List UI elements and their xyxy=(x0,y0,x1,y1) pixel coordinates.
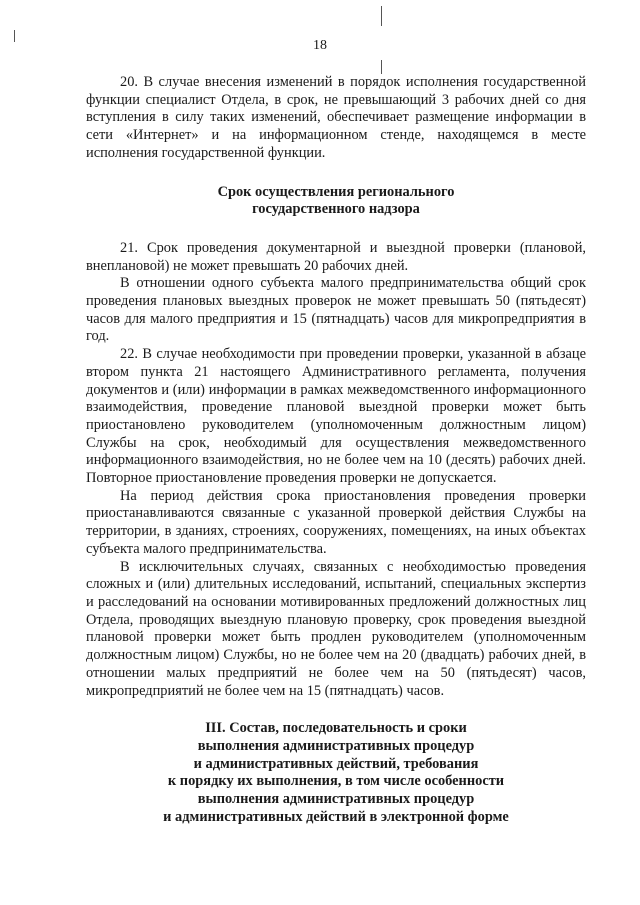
paragraph: На период действия срока приостановления проведения проверки приостанавливаются связанные с указанной проверкой действия Службы на территории, в зданиях, строениях, сооружениях, помещениях, на иных объектах субъекта малого предпринимательства. xyxy=(86,487,586,557)
page-number: 18 xyxy=(313,38,327,53)
heading-line: и административных действий, требования xyxy=(193,755,479,772)
paragraph-22: 22. В случае необходимости при проведении проверки, указанной в абзаце втором пункта 21 настоящего Административного регламента, получения документов и (или) информации в рамках межведомственного информационного взаимодействия, проведение плановой выездной проверки может быть приостановлено руководителем (уполномоченным должностным лицом) Службы на срок, необходимый для осуществления межведомственного информационного взаимодействия, но не более чем на 10 (десять) рабочих дней. Повторное приостановление проведения проверки не допускается. xyxy=(86,346,586,487)
heading-line: Срок осуществления регионального xyxy=(217,183,455,200)
heading-line: государственного надзора xyxy=(252,201,420,218)
heading-line: к порядку их выполнения, в том числе особенности xyxy=(167,773,505,790)
scan-mark xyxy=(381,60,382,74)
paragraph: В исключительных случаях, связанных с необходимостью проведения сложных и (или) длительных исследований, испытаний, специальных экспертиз и расследований на основании мотивированных предложений должностных лиц Отдела, проводящих выездную плановую проверку, срок проведения выездной плановой проверки может быть продлен руководителем (уполномоченным должностным лицом) Службы, но не более чем на 20 (двадцать) рабочих дней, в отношении малых предприятий не более чем на 50 (пятьдесят) часов, микропредприятий не более чем на 15 (пятнадцать) часов. xyxy=(86,558,586,699)
section-heading-term xyxy=(86,184,586,219)
heading-line: и административных действий в электронной форме xyxy=(163,808,509,825)
paragraph: В отношении одного субъекта малого предпринимательства общий срок проведения плановых выездных проверок не может превышать 50 (пятьдесят) часов для малого предприятия и 15 (пятнадцать) часов для микропредприятия в год. xyxy=(86,275,586,345)
heading-line: III. Состав, последовательность и сроки xyxy=(205,720,467,737)
heading-line: выполнения административных процедур xyxy=(197,737,475,754)
scan-mark xyxy=(381,6,382,26)
heading-line: выполнения административных процедур xyxy=(197,791,475,808)
section-heading-iii xyxy=(86,720,586,826)
paragraph-21: 21. Срок проведения документарной и выездной проверки (плановой, внеплановой) не может превышать 20 рабочих дней. xyxy=(86,239,586,274)
paragraph-20: 20. В случае внесения изменений в порядок исполнения государственной функции специалист Отдела, в срок, не превышающий 3 рабочих дней со дня вступления в силу таких изменений, обеспечивает размещение информации в сети «Интернет» и на информационном стенде, находящемся в месте исполнения государственной функции. xyxy=(86,74,586,161)
document-body xyxy=(86,74,586,826)
scan-mark xyxy=(14,30,15,42)
